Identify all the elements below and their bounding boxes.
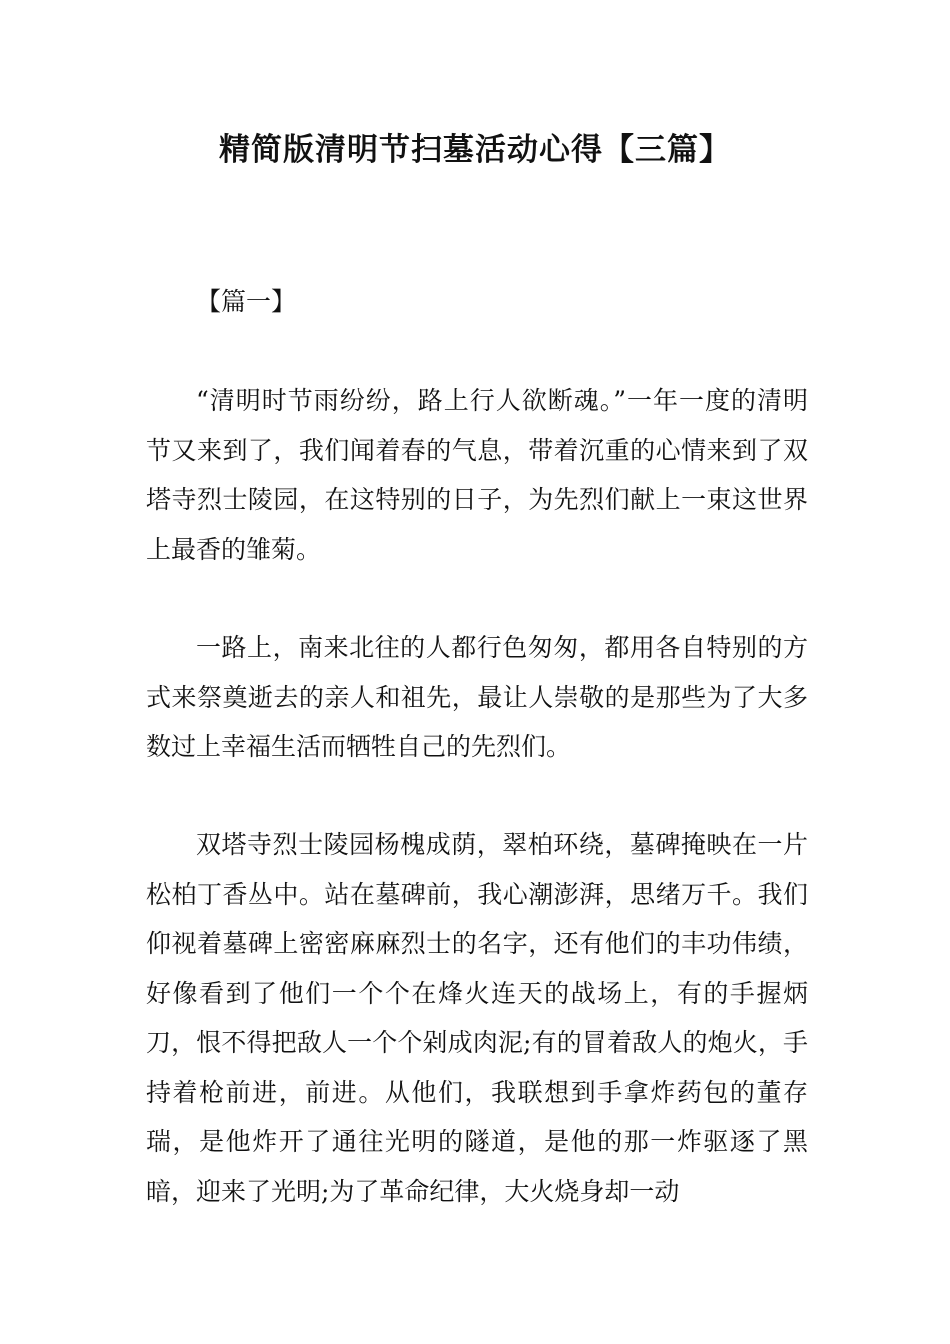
paragraph-1: “清明时节雨纷纷，路上行人欲断魂。”一年一度的清明节又来到了，我们闻着春的气息，带着沉重的心情来到了双塔寺烈士陵园，在这特别的日子，为先烈们献上一束这世界上最香的雏菊。 [146,386,808,564]
paragraph-3: 双塔寺烈士陵园杨槐成荫，翠柏环绕，墓碑掩映在一片松柏丁香丛中。站在墓碑前，我心潮澎湃，思绪万千。我们仰视着墓碑上密密麻麻烈士的名字，还有他们的丰功伟绩，好像看到了他们一个个在烽火连天的战场上，有的手握炳刀，恨不得把敌人一个个剁成肉泥;有的冒着敌人的炮火，手持着枪前进，前进。从他们，我联想到手拿炸药包的董存瑞，是他炸开了通往光明的隧道，是他的那一炸驱逐了黑暗，迎来了光明;为了革命纪律，大火烧身却一动 [146,830,808,1206]
section-heading: 【篇一】 [196,287,297,316]
paragraph-2: 一路上，南来北往的人都行色匆匆，都用各自特别的方式来祭奠逝去的亲人和祖先，最让人崇敬的是那些为了大多数过上幸福生活而牺牲自己的先烈们。 [146,633,808,761]
page-title: 精简版清明节扫墓活动心得【三篇】 [219,132,731,168]
